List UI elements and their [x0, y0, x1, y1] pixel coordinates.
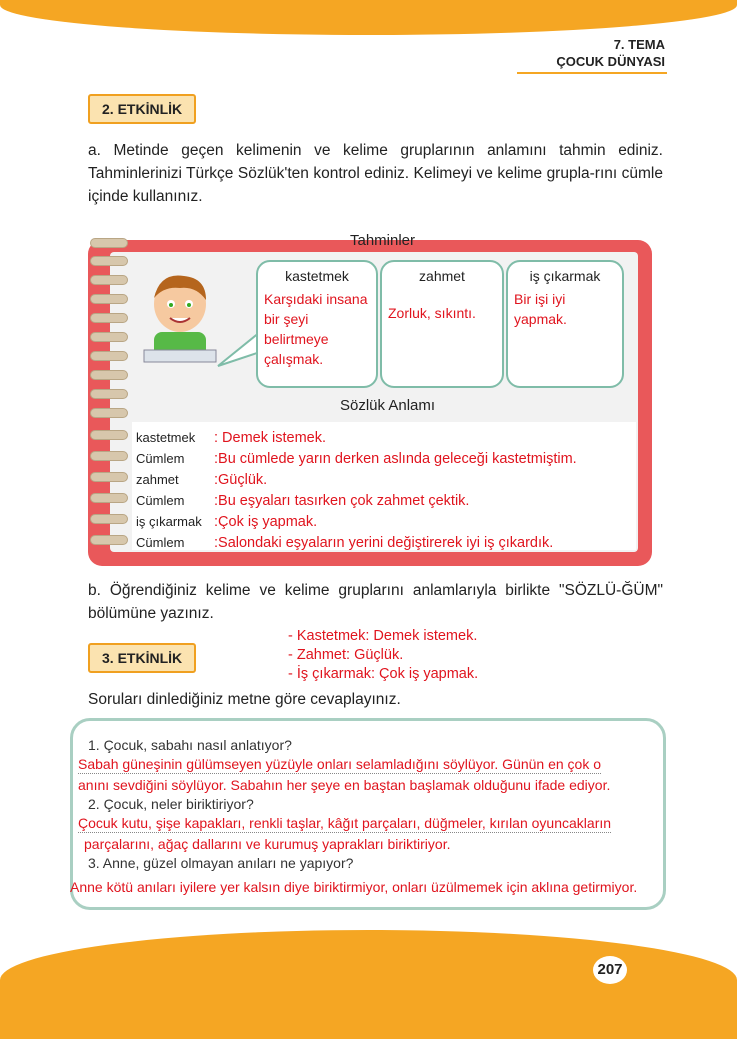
page-number: 207 — [590, 953, 630, 987]
answer-2-line-2: parçalarını, ağaç dallarını ve kurumuş yaprakları biriktiriyor. — [84, 836, 451, 852]
spiral-ring — [90, 493, 128, 503]
spiral-ring — [90, 275, 128, 285]
boy-illustration — [140, 268, 220, 368]
definition-row — [136, 532, 577, 553]
spiral-ring — [90, 256, 128, 266]
card-answer: Karşıdaki insana bir şeyi belirtmeye çalışmak. — [264, 291, 368, 367]
card-word: iş çıkarmak — [529, 268, 601, 284]
question-1: 1. Çocuk, sabahı nasıl anlatıyor? — [88, 737, 292, 753]
spiral-ring — [90, 238, 128, 248]
bottom-decoration — [0, 930, 737, 1039]
spiral-ring — [90, 514, 128, 524]
sozlugum-item: - Kastetmek: Demek istemek. — [288, 628, 478, 644]
spiral-ring — [90, 370, 128, 380]
def-label: Cümlem — [136, 451, 185, 466]
guesses-title: Tahminler — [350, 232, 416, 249]
def-label: Cümlem — [136, 493, 185, 508]
def-label: kastetmek — [136, 430, 196, 445]
definition-row — [136, 511, 577, 532]
theme-header — [556, 36, 665, 70]
dictionary-title: Sözlük Anlamı — [340, 397, 436, 414]
spiral-ring — [90, 535, 128, 545]
def-label: zahmet — [136, 472, 179, 487]
spiral-ring — [90, 332, 128, 342]
top-decoration — [0, 0, 737, 35]
question-3: 3. Anne, güzel olmayan anıları ne yapıyor? — [88, 855, 354, 871]
sozlugum-item: - İş çıkarmak: Çok iş yapmak. — [288, 666, 479, 682]
definitions-list — [136, 427, 577, 553]
divider — [517, 72, 667, 74]
activity-2-badge: 2. ETKİNLİK — [88, 94, 196, 124]
theme-title: ÇOCUK DÜNYASI — [556, 54, 665, 69]
guess-card-is-cikarmak — [506, 260, 624, 388]
spiral-ring — [90, 472, 128, 482]
activity-3-badge: 3. ETKİNLİK — [88, 643, 196, 673]
spiral-ring — [90, 408, 128, 418]
card-word: zahmet — [419, 268, 465, 284]
sozlugum-answers — [288, 627, 478, 684]
def-value: :Bu eşyaları tasırken çok zahmet çektik. — [214, 492, 470, 509]
definition-row — [136, 469, 577, 490]
spiral-ring — [90, 313, 128, 323]
def-label: iş çıkarmak — [136, 514, 202, 529]
definition-row — [136, 490, 577, 511]
guess-card-zahmet — [380, 260, 504, 388]
answer-3: Anne kötü anıları iyilere yer kalsın diye biriktirmiyor, onları üzülmemek için aklına getirmiyor. — [70, 879, 638, 895]
spiral-ring — [90, 351, 128, 361]
card-answer: Zorluk, sıkıntı. — [388, 305, 476, 321]
activity-3-instruction: Soruları dinlediğiniz metne göre cevaplayınız. — [88, 691, 401, 708]
def-label: Cümlem — [136, 535, 185, 550]
def-value: :Güçlük. — [214, 471, 268, 488]
def-value: : Demek istemek. — [214, 429, 326, 446]
answer-1-line-2: anını sevdiğini söylüyor. Sabahın her şeye en baştan başlamak olduğunu ifade ediyor. — [78, 777, 611, 793]
sozlugum-item: - Zahmet: Güçlük. — [288, 647, 404, 663]
spiral-ring — [90, 430, 128, 440]
guess-card-kastetmek — [256, 260, 378, 388]
answer-2-line-1: Çocuk kutu, şişe kapakları, renkli taşlar, kâğıt parçaları, düğmeler, kırılan oyuncakların — [78, 815, 612, 831]
def-value: :Salondaki eşyaların yerini değiştirerek iyi iş çıkardık. — [214, 534, 554, 551]
spiral-ring — [90, 451, 128, 461]
instruction-b: b. Öğrendiğiniz kelime ve kelime gruplarını anlamlarıyla birlikte "SÖZLÜ-ĞÜM" bölümüne yazınız. — [88, 582, 663, 622]
definition-row — [136, 448, 577, 469]
spiral-ring — [90, 389, 128, 399]
instruction-a: a. Metinde geçen kelimenin ve kelime gruplarının anlamını tahmin ediniz. Tahminlerinizi Türkçe Sözlük'ten kontrol ediniz. Kelimeyi ve kelime grupla-rını cümle içinde kullanınız. — [88, 142, 663, 205]
card-answer: Bir işi iyi yapmak. — [514, 291, 567, 327]
def-value: :Bu cümlede yarın derken aslında geleceği kastetmiştim. — [214, 450, 577, 467]
definition-row — [136, 427, 577, 448]
theme-number: 7. TEMA — [613, 37, 665, 52]
def-value: :Çok iş yapmak. — [214, 513, 318, 530]
answer-1-line-1: Sabah güneşinin gülümseyen yüzüyle onları selamladığını söylüyor. Günün en çok o — [78, 756, 601, 772]
card-word: kastetmek — [285, 268, 349, 284]
question-2: 2. Çocuk, neler biriktiriyor? — [88, 796, 254, 812]
spiral-ring — [90, 294, 128, 304]
